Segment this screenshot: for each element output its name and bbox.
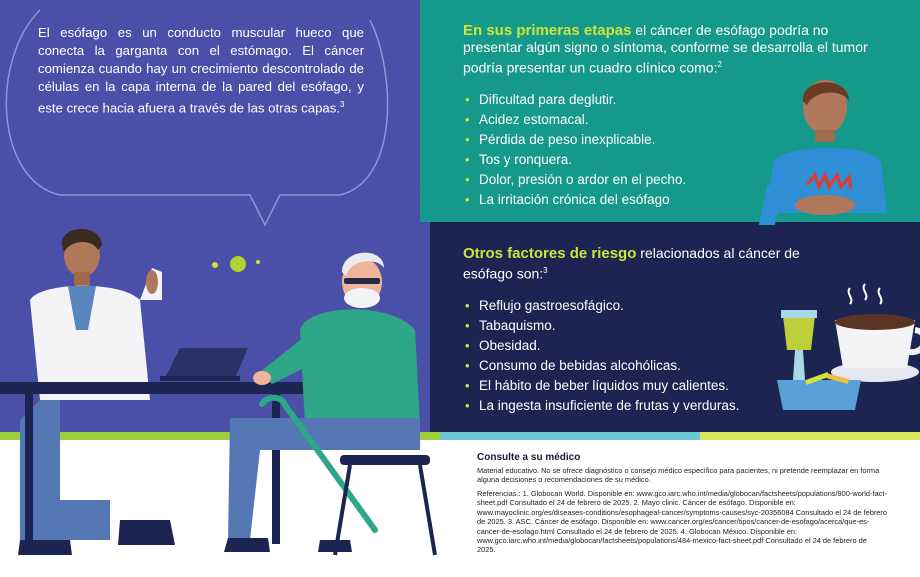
bullet-icon: • <box>465 172 470 187</box>
list-item: • La ingesta insuficiente de frutas y verduras. <box>465 396 739 416</box>
bullet-icon: • <box>465 338 470 353</box>
bullet-icon: • <box>465 132 470 147</box>
disclaimer-text: Material educativo. No se ofrece diagnóstico o consejo médico específico para pacientes, ni pretende reemplazar en forma alguna decisiones o recomendaciones de su médico. <box>477 466 880 485</box>
list-item: • Dolor, presión o ardor en el pecho. <box>465 170 686 190</box>
list-item: • El hábito de beber líquidos muy calientes. <box>465 376 739 396</box>
bullet-icon: • <box>465 298 470 313</box>
thought-dot-small <box>212 262 218 268</box>
risk-factors-heading: Otros factores de riesgo relacionados al cáncer de esófago son:$^3$ <box>463 245 800 282</box>
list-item: • Acidez estomacal. <box>465 110 686 130</box>
risk-factors-list <box>465 296 739 416</box>
list-item: • Consumo de bebidas alcohólicas. <box>465 356 739 376</box>
consult-doctor-title: Consulte a su médico <box>477 452 581 463</box>
bullet-icon: • <box>465 112 470 127</box>
esophagus-intro-text: El esófago es un conducto muscular hueco que conecta la garganta con el estómago. El cáncer comienza cuando hay un crecimiento descontrolado de células en la capa interna de la pared del esófago, y este crece hacia afuera a través de las otras capas.$^3$ <box>38 25 364 116</box>
list-item: • Reflujo gastroesofágico. <box>465 296 739 316</box>
bullet-icon: • <box>465 318 470 333</box>
bullet-icon: • <box>465 378 470 393</box>
list-item: • Dificultad para deglutir. <box>465 90 686 110</box>
bullet-icon: • <box>465 398 470 413</box>
symptoms-list <box>465 90 686 210</box>
bullet-icon: • <box>465 358 470 373</box>
references-text: Referencias.: 1. Globocan World. Disponible en: www.gco.iarc.who.int/media/globocan/factsheets/populations/900-world-fact-sheet.pdf Consultado el 24 de febrero de 2025. 2. Mayo clinic. Cáncer de esófago. Disponible en: www.mayoclinic.org/es/diseases-conditions/esophageal-cancer/symptoms-causes/syc-20356084 Consultado el 24 de febrero de 2025. 3. ASC. Cáncer de esófago. Disponible en: www.cancer.org/es/cancer/tipos/cancer-de-esofago/acerca/que-es-cancer-de-esofago.html Consultado el 24 de febrero de 2025. 4. Globocan México. Disponible en: www.gco.iarc.who.int/media/globocan/factsheets/populations/484-mexico-fact-sheet.pdf Consultado el 24 de febrero de 2025. <box>477 489 887 555</box>
symptoms-heading: En sus primeras etapas el cáncer de esófago podría no presentar algún signo o síntoma, conforme se desarrolla el tumor podría presentar un cuadro clínico como:$^2$ <box>463 22 868 76</box>
thought-dot-tiny <box>256 260 260 264</box>
patient-figure <box>224 253 420 552</box>
coffee-drink-ashtray-illustration <box>775 280 920 415</box>
bullet-icon: • <box>465 192 470 207</box>
list-item: • La irritación crónica del esófago <box>465 190 686 210</box>
list-item: • Obesidad. <box>465 336 739 356</box>
list-item: • Tos y ronquera. <box>465 150 686 170</box>
list-item: • Pérdida de peso inexplicable. <box>465 130 686 150</box>
bullet-icon: • <box>465 152 470 167</box>
bullet-icon: • <box>465 92 470 107</box>
thought-dot-large <box>230 256 246 272</box>
chest-pain-illustration <box>755 75 905 235</box>
list-item: • Tabaquismo. <box>465 316 739 336</box>
